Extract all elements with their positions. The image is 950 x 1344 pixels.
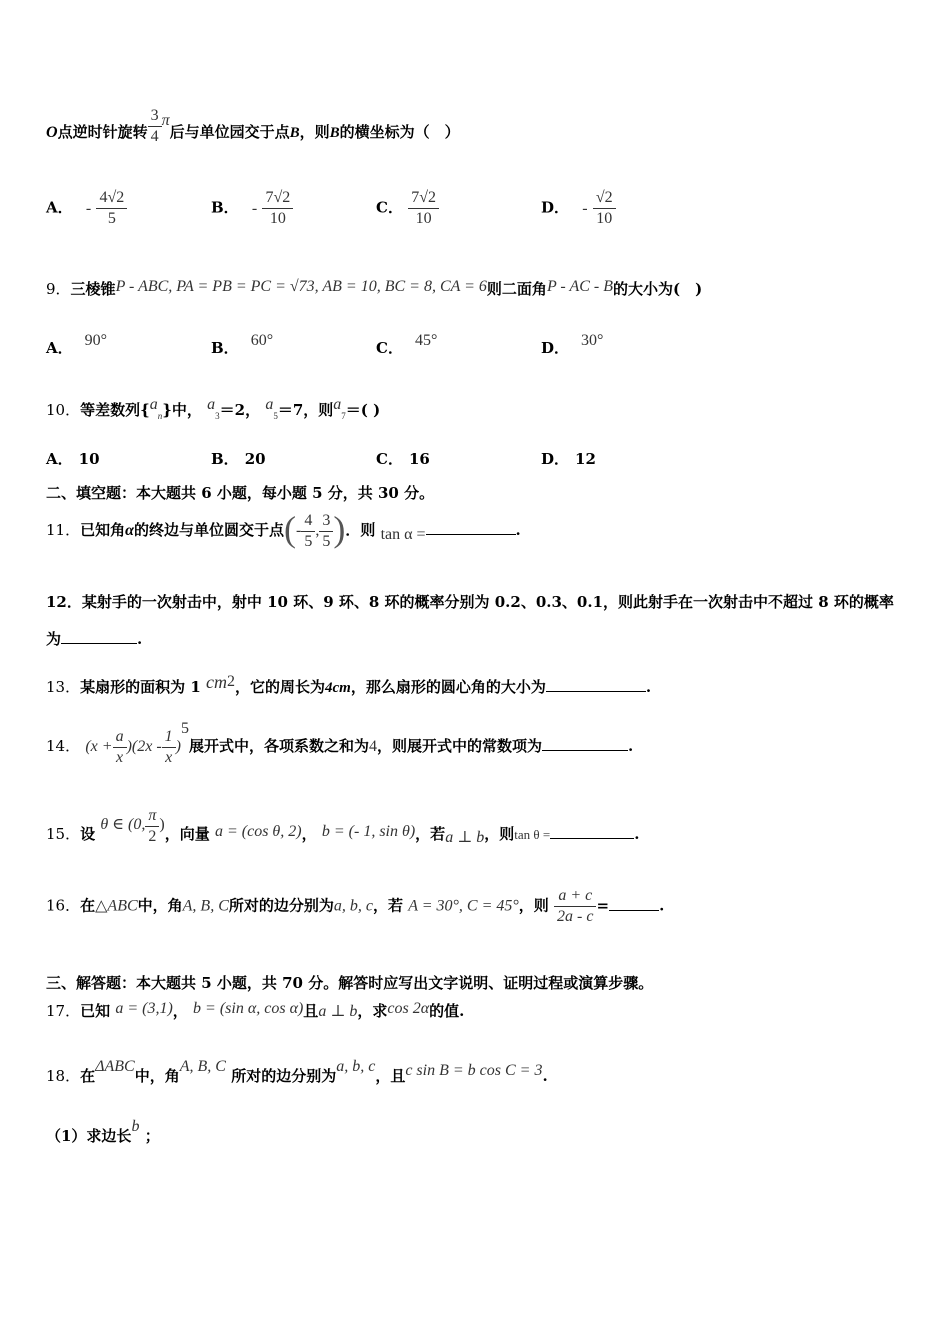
q8-pi: π [161,112,170,129]
q10-option-a[interactable]: A． 10 [46,450,100,468]
q8-option-b[interactable]: B． - $\frac{7√2}{10}$ [211,188,293,229]
q12-answer-blank[interactable] [61,629,137,644]
q9-dihedral-angle: P - AC - B [546,278,614,295]
q14-stem: 14． (x + $\frac{a}{x}$ )(2x - $\frac{1}{x}$ )$^5$展开式中，各项系数之和为4，则展开式中的常数项为 . [46,720,634,766]
q13-stem: 13．某扇形的面积为 1 $cm^2$，它的周长为4cm，那么扇形的圆心角的大小为 . [46,672,652,696]
q8-option-d[interactable]: D． - $\frac{√2}{10}$ [541,188,616,229]
q8-text-b: 后与单位园交于点 [169,123,290,141]
q12-stem-line2: 为 . [46,630,143,648]
q8-stem: O点逆时针旋转 $\frac{3}{4}$ π后与单位园交于点B，则B的横坐标为（ ） [46,107,460,145]
q9-option-c[interactable]: C． 45° [376,332,438,357]
q15-stem: 15．设 θ ∈ (0, $\frac{\pi}{2}$ )，向量 a = (cos θ, 2)， b = (- 1, sin θ)，若a ⊥ b，则tan θ = . [46,807,640,846]
q10-option-b[interactable]: B． 20 [211,450,266,468]
q12-stem-line1: 12．某射手的一次射击中，射中 10 环、9 环、8 环的概率分别为 0.2、0.3、0.1，则此射手在一次射击中不超过 8 环的概率 [46,593,894,611]
q11-stem: 11．已知角α的终边与单位圆交于点(- $\frac{4}{5}$ , $\frac{3}{5}$ )．则 tan α = . [46,509,521,550]
q16-answer-blank[interactable] [609,896,659,911]
q17-stem: 17．已知 a = (3,1)， b = (sin α, cos α)且a ⊥ b，求cos 2α的值. [46,1000,465,1020]
q8-text: 点逆时针旋转 [57,123,148,141]
q9-condition: P - ABC, PA = PB = PC = √73, AB = 10, BC = 8, CA = 6 [115,278,487,295]
q8-point-o: O [46,124,58,141]
q11-answer-blank[interactable] [426,520,516,535]
q8-option-a[interactable]: A． - $\frac{4√2}{5}$ [46,188,127,229]
q18-part1: （1）求边长b ； [46,1118,160,1145]
q15-answer-blank[interactable] [550,824,634,839]
q18-stem: 18．在ΔABC中，角A, B, C 所对的边分别为a, b, c，且c sin B = b cos C = 3. [46,1058,548,1085]
q10-stem: 10．等差数列$\{a_n\}$中， $a_3=2$， $a_5=7$，则$a_7=$( ) [46,396,381,421]
q10-option-d[interactable]: D． 12 [541,450,596,468]
section-solutions-heading: 三、解答题：本大题共 5 小题，共 70 分。解答时应写出文字说明、证明过程或演算步骤。 [46,974,654,992]
q14-answer-blank[interactable] [542,736,628,751]
q13-answer-blank[interactable] [546,677,646,692]
q16-stem: 16．在△ABC中，角A, B, C所对的边分别为a, b, c，若 A = 30°, C = 45°，则 $\frac{a + c}{2a - c}$ = . [46,887,665,925]
section-fill-in-heading: 二、填空题：本大题共 6 小题，每小题 5 分，共 30 分。 [46,484,435,502]
q9-option-a[interactable]: A． 90° [46,332,108,357]
q8-option-c[interactable]: C． $\frac{7√2}{10}$ [376,188,439,229]
q9-stem: 9．三棱锥P - ABC, PA = PB = PC = √73, AB = 10, BC = 8, CA = 6则二面角P - AC - B的大小为( ) [46,278,703,298]
q9-option-d[interactable]: D． 30° [541,332,604,357]
q8-rotation-fraction: $\frac{3}{4}$ [148,106,162,147]
q9-option-b[interactable]: B． 60° [211,332,274,357]
q10-option-c[interactable]: C． 16 [376,450,430,468]
